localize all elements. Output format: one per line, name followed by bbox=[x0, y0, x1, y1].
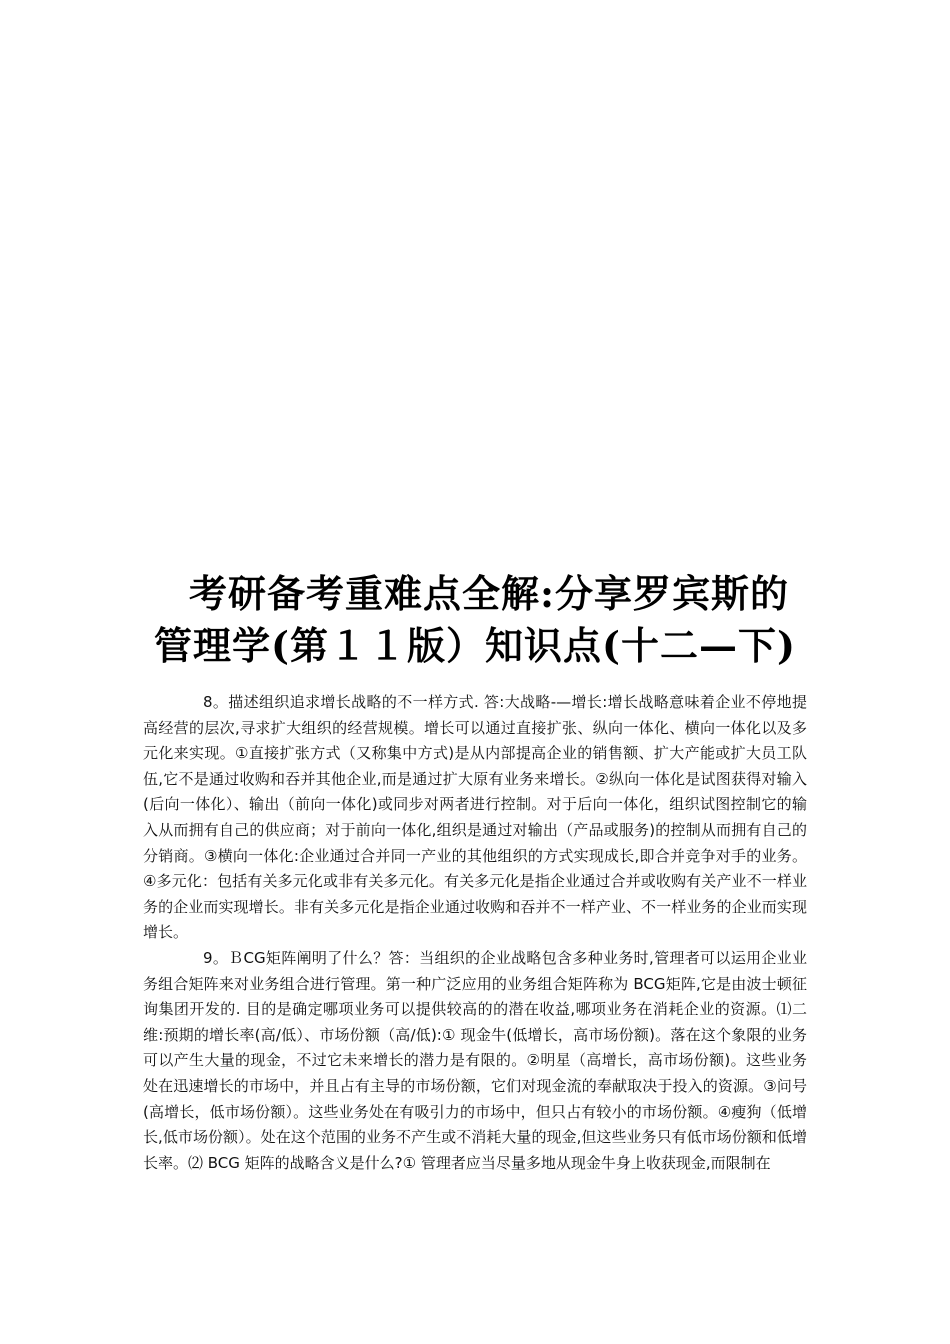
document-body bbox=[143, 690, 807, 1176]
paragraph-bcg-matrix: 9。ＢCG矩阵阐明了什么？答：当组织的企业战略包含多种业务时,管理者可以运用企业业务组合矩阵来对业务组合进行管理。第一种广泛应用的业务组合矩阵称为 BCG矩阵,它是由波士顿征询集团开发的. 目的是确定哪项业务可以提供较高的的潜在收益,哪项业务在消耗企业的资源。⑴二维:预期的增长率(高/低）、市场份额（高/低):① 现金牛(低增长，高市场份额)。落在这个象限的业务可以产生大量的现金，不过它未来增长的潜力是有限的。②明星（高增长，高市场份额)。这些业务处在迅速增长的市场中，并且占有主导的市场份额，它们对现金流的奉献取决于投入的资源。③问号(高增长，低市场份额）。这些业务处在有吸引力的市场中，但只占有较小的市场份额。④瘦狗（低增长,低市场份额）。处在这个范围的业务不产生或不消耗大量的现金,但这些业务只有低市场份额和低增长率。⑵ BCG 矩阵的战略含义是什么?① 管理者应当尽量多地从现金牛身上收获现金,而限制在 bbox=[143, 948, 807, 1172]
title-line-2: 管理学(第１１版）知识点(十二—下) bbox=[154, 623, 796, 668]
title-line-1: 考研备考重难点全解:分享罗宾斯的 bbox=[188, 571, 790, 616]
paragraph-growth-strategy: 8。描述组织追求增长战略的不一样方式. 答:大战略-—增长:增长战略意味着企业不停地提高经营的层次,寻求扩大组织的经营规模。增长可以通过直接扩张、纵向一体化、横向一体化以及多元化来实现。①直接扩张方式（又称集中方式)是从内部提高企业的销售额、扩大产能或扩大员工队伍,它不是通过收购和吞并其他企业,而是通过扩大原有业务来增长。②纵向一体化是试图获得对输入(后向一体化）、输出（前向一体化)或同步对两者进行控制。对于后向一体化，组织试图控制它的输入从而拥有自己的供应商；对于前向一体化,组织是通过对输出（产品或服务)的控制从而拥有自己的分销商。③横向一体化:企业通过合并同一产业的其他组织的方式实现成长,即合并竞争对手的业务。④多元化：包括有关多元化或非有关多元化。有关多元化是指企业通过合并或收购有关产业不一样业务的企业而实现增长。非有关多元化是指企业通过收购和吞并不一样产业、不一样业务的企业而实现增长。 bbox=[143, 693, 807, 942]
document-title bbox=[0, 568, 950, 672]
